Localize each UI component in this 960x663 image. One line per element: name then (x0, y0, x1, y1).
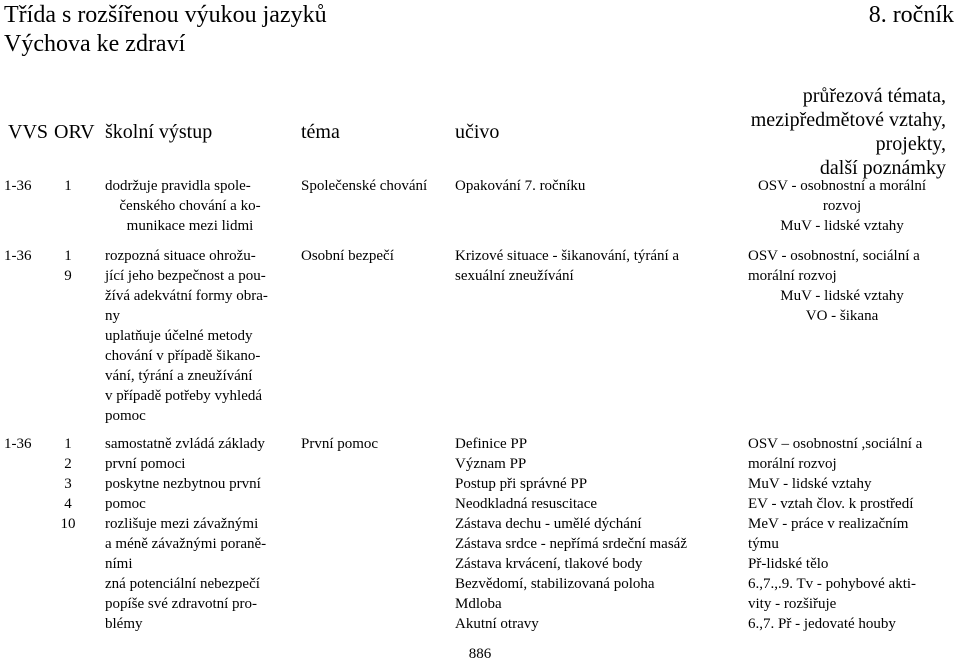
section1-topic: Společenské chování (301, 178, 428, 194)
section3-cross-line: vity - rozšiřuje (748, 596, 837, 612)
section2-vvs: 1-36 (4, 248, 32, 264)
section2-outcome-line: v případě potřeby vyhledá (105, 388, 263, 404)
section2-cross-line: VO - šikana (805, 308, 879, 324)
section2-content-line: sexuální zneužívání (455, 268, 574, 284)
section3-orv: 10 (60, 516, 76, 532)
header-cross-line: průřezová témata, (802, 85, 946, 107)
section3-outcome-line: a méně závažnými poraně- (105, 536, 267, 552)
section1-cross-line: rozvoj (822, 198, 862, 214)
section3-content-line: Postup při správné PP (455, 476, 588, 492)
page-number: 886 (468, 646, 492, 662)
section3-outcome-line: samostatně zvládá základy (105, 436, 265, 452)
section3-outcome-line: popíše své zdravotní pro- (105, 596, 258, 612)
section3-cross-line: EV - vztah člov. k prostředí (748, 496, 914, 512)
header-cross-line: mezipředmětové vztahy, (750, 109, 946, 131)
section1-cross-line: OSV - osobnostní a morální (757, 178, 927, 194)
section2-orv: 9 (64, 268, 72, 284)
section3-outcome-line: blémy (105, 616, 143, 632)
section3-outcome-line: pomoc (105, 496, 146, 512)
section3-content-line: Zástava krvácení, tlakové body (455, 556, 643, 572)
section3-cross-line: 6.,7. Př - jedovaté houby (748, 616, 896, 632)
header-cross-line: další poznámky (819, 157, 946, 179)
header-cross-line: projekty, (875, 133, 946, 155)
section1-vvs: 1-36 (4, 178, 32, 194)
section3-cross-line: MeV - práce v realizačním (748, 516, 909, 532)
section3-orv: 4 (64, 496, 72, 512)
section3-content-line: Akutní otravy (455, 616, 539, 632)
section2-outcome-line: jící jeho bezpečnost a pou- (105, 268, 266, 284)
section1-outcome-line: munikace mezi lidmi (126, 218, 254, 234)
header-topic: téma (301, 121, 340, 143)
section2-outcome-line: uplatňuje účelné metody (105, 328, 253, 344)
header-outcome: školní výstup (105, 121, 213, 143)
section3-content-line: Mdloba (455, 596, 502, 612)
section3-outcome-line: poskytne nezbytnou první (105, 476, 261, 492)
section3-vvs: 1-36 (4, 436, 32, 452)
section3-outcome-line: první pomoci (105, 456, 186, 472)
section3-content-line: Bezvědomí, stabilizovaná poloha (455, 576, 655, 592)
section1-cross-line: MuV - lidské vztahy (780, 218, 904, 234)
header-orv: ORV (54, 121, 95, 143)
subject-title: Výchova ke zdraví (4, 31, 186, 57)
section2-outcome-line: chování v případě šikano- (105, 348, 261, 364)
section1-content: Opakování 7. ročníku (455, 178, 586, 194)
section3-outcome-line: rozlišuje mezi závažnými (105, 516, 259, 532)
section2-outcome-line: žívá adekvátní formy obra- (105, 288, 268, 304)
section3-cross-line: 6.,7.,.9. Tv - pohybové akti- (748, 576, 917, 592)
section2-cross-line: morální rozvoj (748, 268, 837, 284)
section3-topic: První pomoc (301, 436, 379, 452)
section2-content-line: Krizové situace - šikanování, týrání a (455, 248, 680, 264)
header-vvs: VVS (8, 121, 49, 143)
header-content: učivo (455, 121, 500, 143)
section3-cross-line: Př-lidské tělo (748, 556, 829, 572)
section2-outcome-line: vání, týrání a zneužívání (105, 368, 253, 384)
section3-outcome-line: ními (105, 556, 133, 572)
section3-content-line: Definice PP (455, 436, 528, 452)
section3-cross-line: morální rozvoj (748, 456, 837, 472)
section2-outcome-line: pomoc (105, 408, 146, 424)
section2-outcome-line: rozpozná situace ohrožu- (105, 248, 256, 264)
section3-content-line: Zástava dechu - umělé dýchání (455, 516, 642, 532)
section3-orv: 1 (64, 436, 72, 452)
grade-label: 8. ročník (868, 2, 954, 28)
section3-content-line: Neodkladná resuscitace (455, 496, 598, 512)
section3-cross-line: OSV – osobnostní ,sociální a (748, 436, 923, 452)
section3-cross-line: MuV - lidské vztahy (748, 476, 872, 492)
section3-content-line: Význam PP (455, 456, 527, 472)
section3-cross-line: týmu (748, 536, 779, 552)
header-cross-curricular (706, 84, 946, 180)
section3-orv: 3 (64, 476, 72, 492)
section2-orv: 1 (64, 248, 72, 264)
document-title: Třída s rozšířenou výukou jazyků (4, 2, 327, 28)
section1-outcome-line: čenského chování a ko- (119, 198, 261, 214)
section2-cross-line: MuV - lidské vztahy (780, 288, 904, 304)
section3-content-line: Zástava srdce - nepřímá srdeční masáž (455, 536, 687, 552)
section3-orv: 2 (64, 456, 72, 472)
section1-outcome-line: dodržuje pravidla spole- (105, 178, 251, 194)
section2-topic: Osobní bezpečí (301, 248, 394, 264)
section2-cross-line: OSV - osobnostní, sociální a (748, 248, 920, 264)
section1-orv: 1 (64, 178, 72, 194)
section2-outcome-line: ny (105, 308, 120, 324)
section3-outcome-line: zná potenciální nebezpečí (105, 576, 260, 592)
